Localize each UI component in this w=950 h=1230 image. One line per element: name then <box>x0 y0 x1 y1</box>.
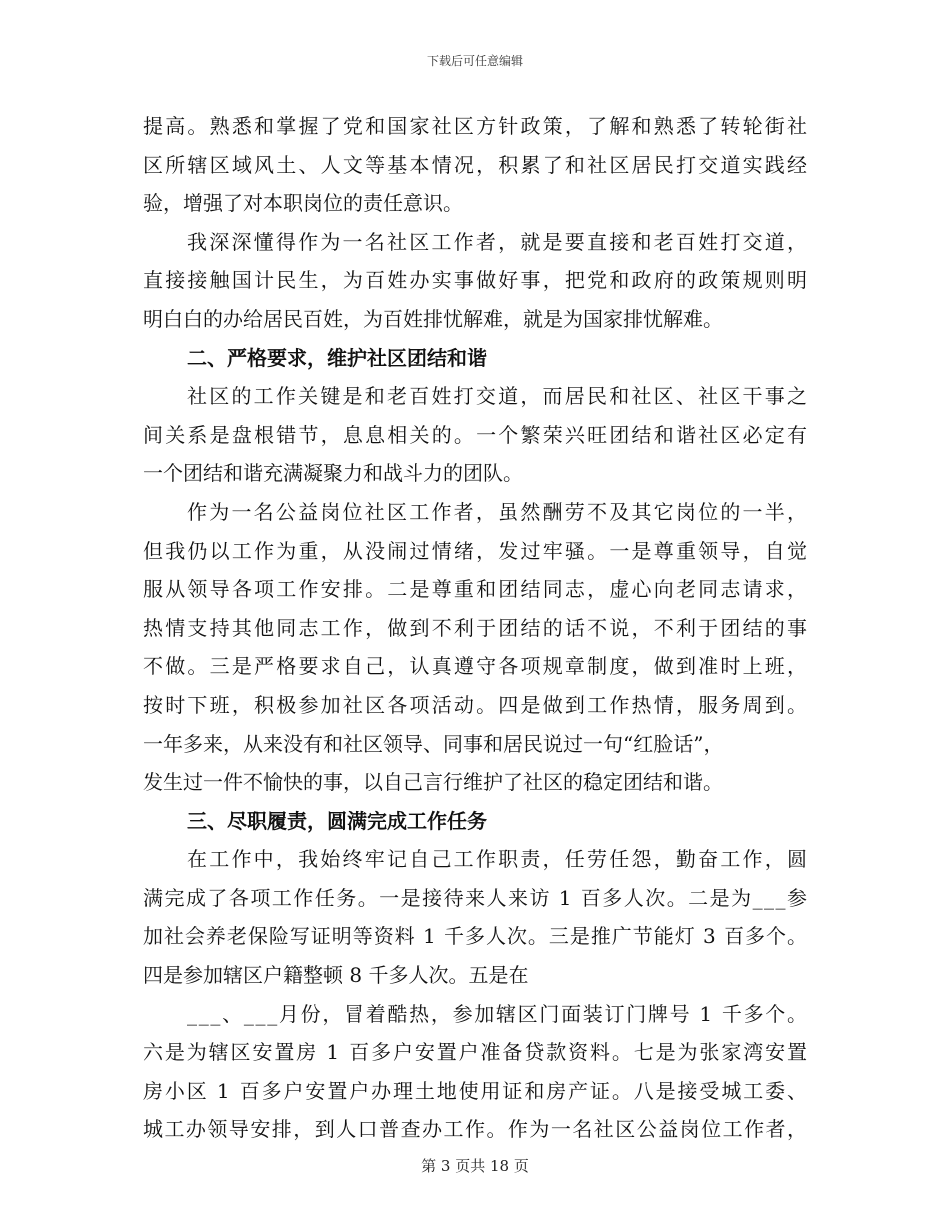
paragraph-line: 城工办领导安排，到人口普查办工作。作为一名社区公益岗位工作者， <box>143 1117 809 1142</box>
paragraph-line: 作为一名公益岗位社区工作者，虽然酬劳不及其它岗位的一半， <box>187 499 810 524</box>
section-heading: 三、尽职履责，圆满完成工作任务 <box>187 808 487 833</box>
paragraph-line: 在工作中，我始终牢记自己工作职责，任劳任怨，勤奋工作，圆 <box>187 847 810 872</box>
paragraph-line: 区所辖区域风土、人文等基本情况，积累了和社区居民打交道实践经 <box>143 152 810 177</box>
paragraph-line: 满完成了各项工作任务。一是接待来人来访 1 百多人次。二是为___参 <box>143 885 809 910</box>
section-heading: 二、严格要求，维护社区团结和谐 <box>187 345 487 370</box>
paragraph-line: 加社会养老保险写证明等资料 1 千多人次。三是推广节能灯 3 百多个。 <box>143 924 808 949</box>
paragraph-line: 间关系是盘根错节，息息相关的。一个繁荣兴旺团结和谐社区必定有 <box>143 422 810 447</box>
paragraph-line: 按时下班，积极参加社区各项活动。四是做到工作热情，服务周到。 <box>143 692 810 717</box>
paragraph-line: 不做。三是严格要求自己，认真遵守各项规章制度，做到准时上班， <box>143 654 810 679</box>
paragraph-line: 但我仍以工作为重，从没闹过情绪，发过牢骚。一是尊重领导，自觉 <box>143 538 810 563</box>
paragraph-line: 验，增强了对本职岗位的责任意识。 <box>143 191 463 216</box>
paragraph-line: 社区的工作关键是和老百姓打交道，而居民和社区、社区干事之 <box>187 384 810 409</box>
paragraph-line: 明白白的办给居民百姓，为百姓排忧解难，就是为国家排忧解难。 <box>143 306 723 331</box>
paragraph-line: 我深深懂得作为一名社区工作者，就是要直接和老百姓打交道， <box>187 229 810 254</box>
paragraph-line: 发生过一件不愉快的事，以自己言行维护了社区的稳定团结和谐。 <box>143 770 723 795</box>
paragraph-line: 热情支持其他同志工作，做到不利于团结的话不说，不利于团结的事 <box>143 615 810 640</box>
paragraph-line: 六是为辖区安置房 1 百多户安置户准备贷款资料。七是为张家湾安置 <box>143 1040 809 1065</box>
page-header: 下载后可任意编辑 <box>426 54 523 68</box>
paragraph-line: 四是参加辖区户籍整顿 8 千多人次。五是在 <box>143 963 529 988</box>
paragraph-line: 直接接触国计民生，为百姓办实事做好事，把党和政府的政策规则明 <box>143 268 810 293</box>
document-body <box>143 107 810 1149</box>
paragraph-line: 提高。熟悉和掌握了党和国家社区方针政策，了解和熟悉了转轮街社 <box>143 114 810 138</box>
paragraph-line: 房小区 1 百多户安置户办理土地使用证和房产证。八是接受城工委、 <box>143 1078 809 1103</box>
paragraph-line: 一个团结和谐充满凝聚力和战斗力的团队。 <box>143 461 523 486</box>
paragraph-line: ___、___月份，冒着酷热，参加辖区门面装订门牌号 1 千多个。 <box>187 1001 809 1026</box>
page-footer: 第 3 页共 18 页 <box>421 1157 529 1175</box>
paragraph-line: 服从领导各项工作安排。二是尊重和团结同志，虚心向老同志请求， <box>143 577 810 602</box>
paragraph-line: 一年多来，从来没有和社区领导、同事和居民说过一句“红脸话”， <box>143 731 724 756</box>
